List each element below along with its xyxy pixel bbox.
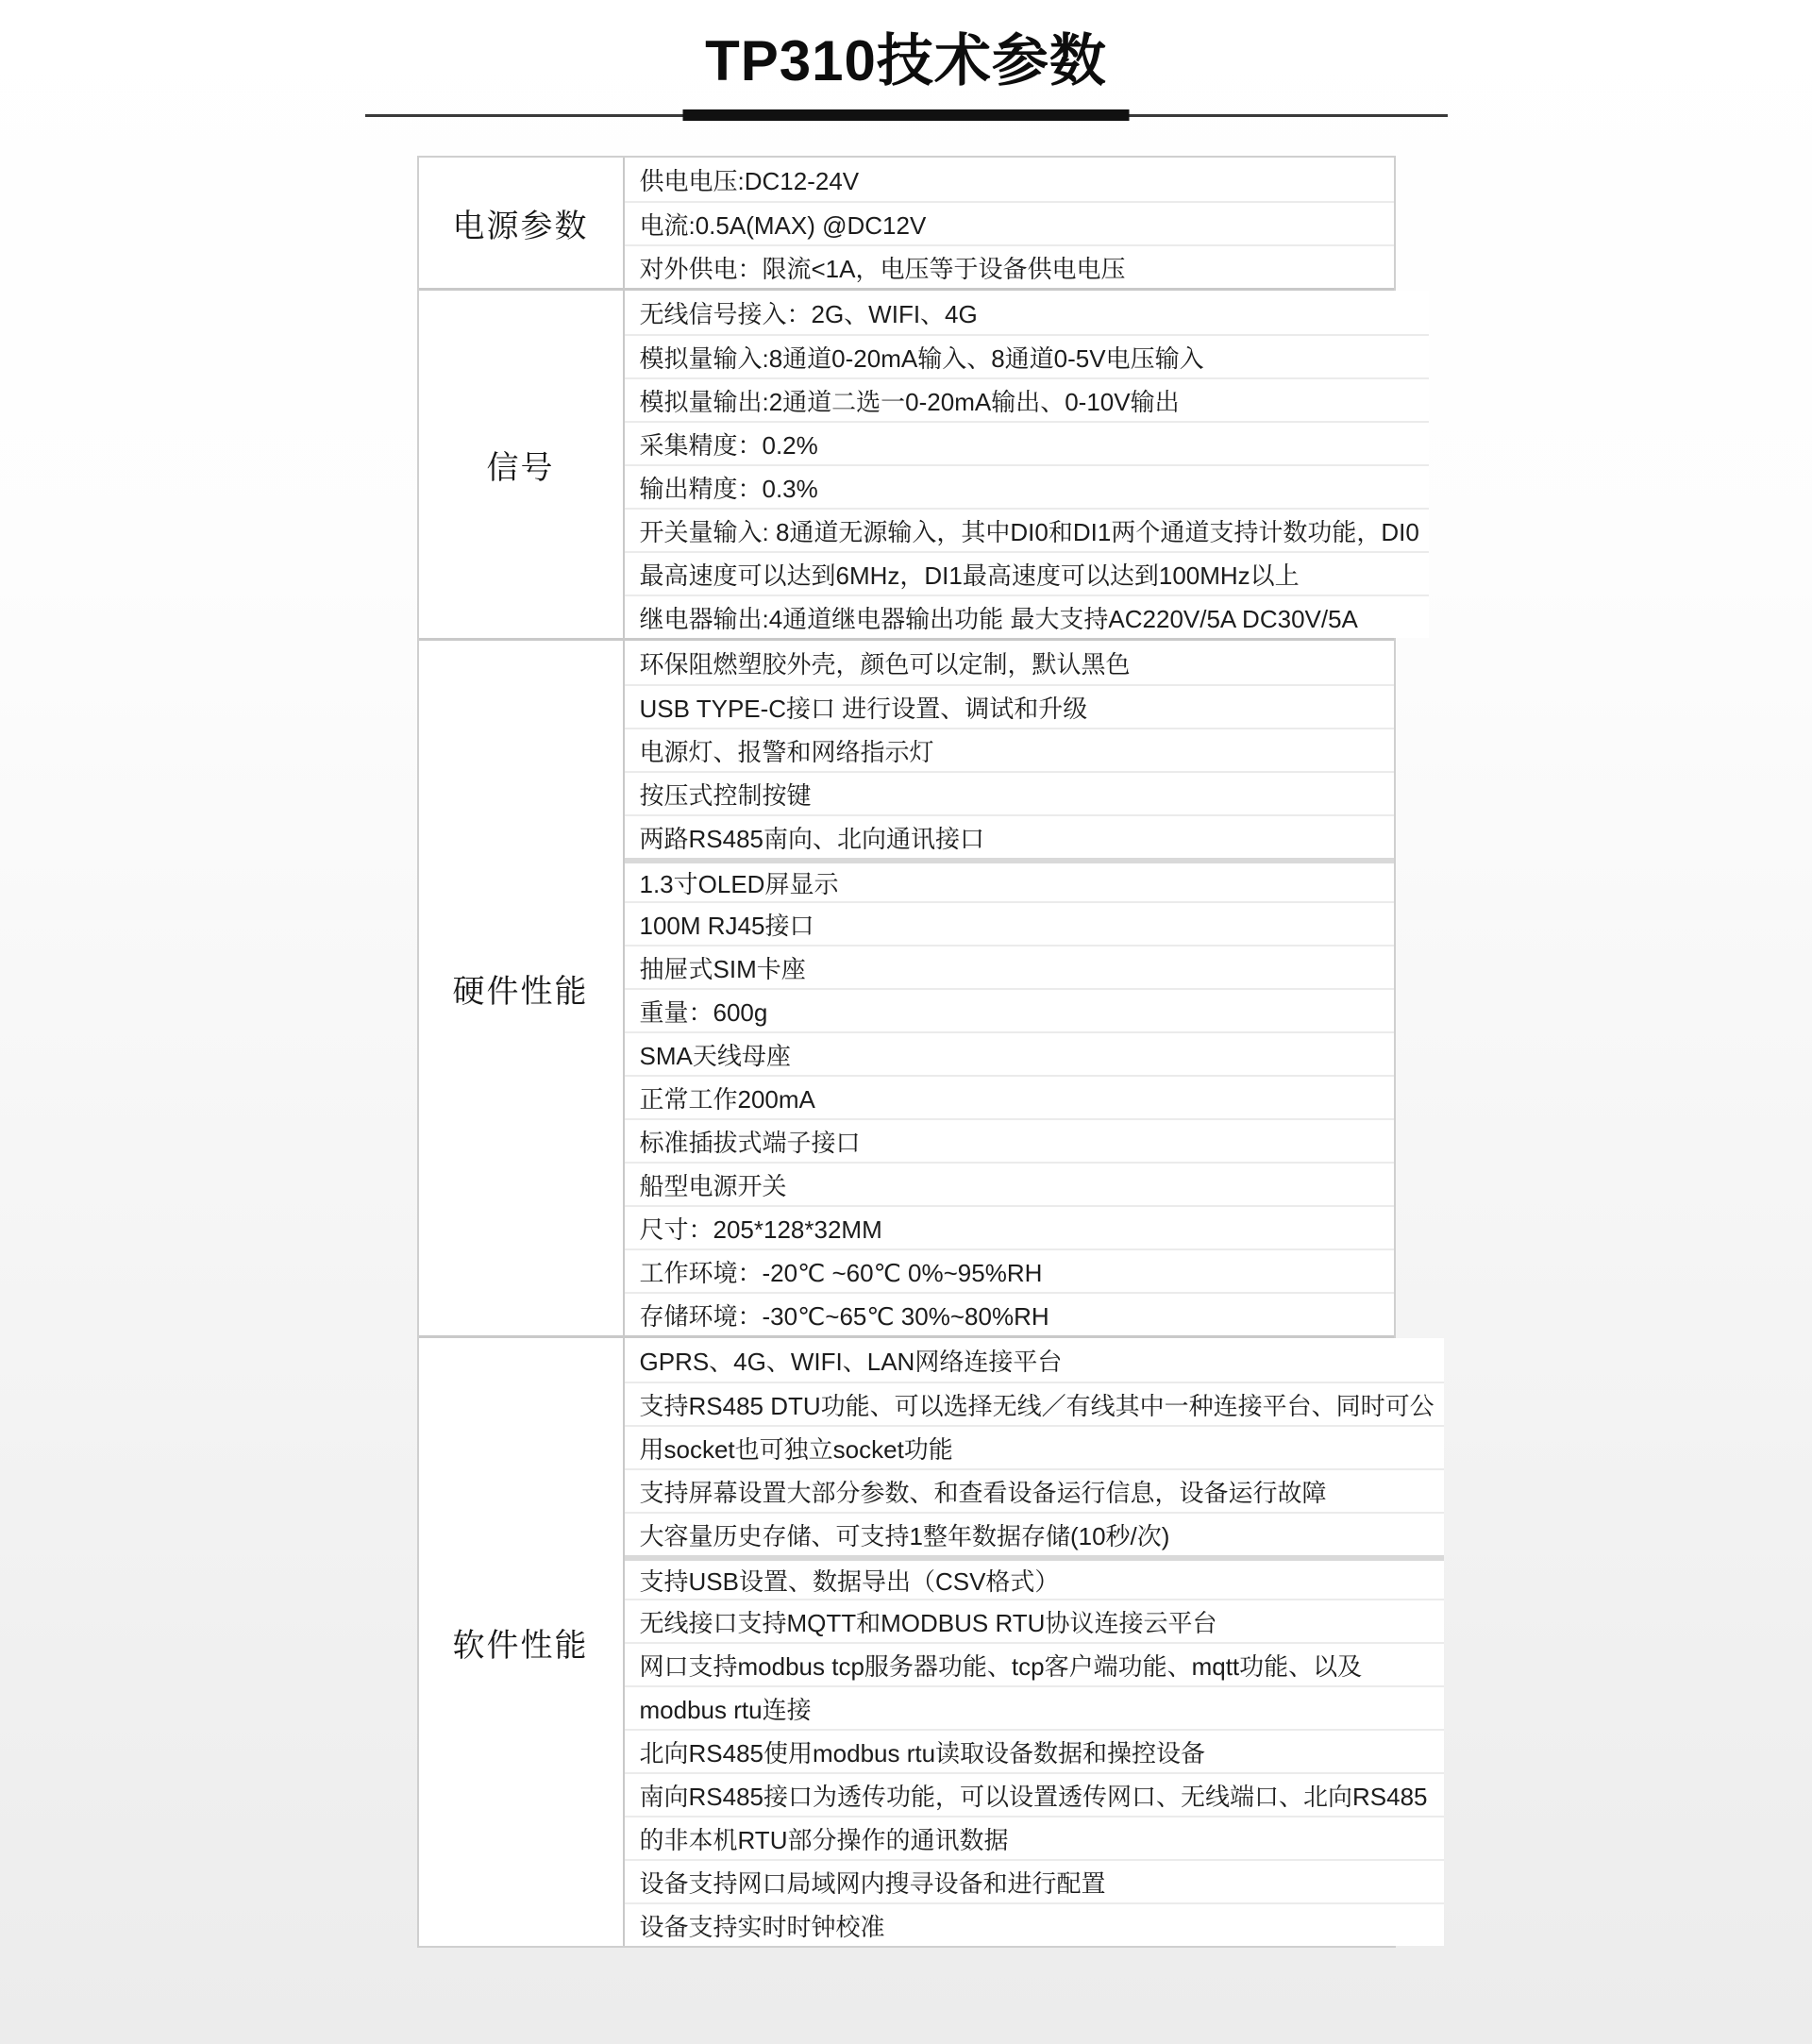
spec-row: 继电器输出:4通道继电器输出功能 最大支持AC220V/5A DC30V/5A	[625, 595, 1429, 638]
spec-row: 电源灯、报警和网络指示灯	[625, 728, 1394, 771]
spec-row: 对外供电：限流<1A，电压等于设备供电电压	[625, 244, 1394, 288]
spec-row: 模拟量输出:2通道二选一0-20mA输出、0-10V输出	[625, 377, 1429, 421]
spec-row: 的非本机RTU部分操作的通讯数据	[625, 1816, 1444, 1859]
spec-row: 用socket也可独立socket功能	[625, 1425, 1444, 1468]
section-label: 信号	[486, 449, 555, 486]
spec-row: 支持RS485 DTU功能、可以选择无线／有线其中一种连接平台、同时可公	[625, 1382, 1444, 1425]
spec-row: 重量：600g	[625, 988, 1394, 1031]
spec-table	[417, 156, 1434, 1948]
spec-row: 1.3寸OLED屏显示	[625, 858, 1394, 901]
spec-row: 最高速度可以达到6MHz，DI1最高速度可以达到100MHz以上	[625, 551, 1429, 595]
section-label: 硬件性能	[452, 973, 589, 1010]
spec-row: 北向RS485使用modbus rtu读取设备数据和操控设备	[625, 1729, 1444, 1772]
section-label-cell	[419, 291, 625, 638]
section-label: 电源参数	[452, 208, 589, 244]
spec-row: 100M RJ45接口	[625, 901, 1394, 945]
spec-row: 抽屉式SIM卡座	[625, 945, 1394, 988]
section-label-cell	[419, 641, 625, 1335]
spec-row: 无线接口支持MQTT和MODBUS RTU协议连接云平台	[625, 1599, 1444, 1642]
section-label-cell	[419, 1338, 625, 1946]
spec-section	[419, 158, 1394, 288]
section-label: 软件性能	[452, 1627, 589, 1664]
spec-row: 输出精度：0.3%	[625, 464, 1429, 508]
spec-row: 船型电源开关	[625, 1162, 1394, 1205]
spec-row: GPRS、4G、WIFI、LAN网络连接平台	[639, 1347, 1063, 1376]
header	[365, 0, 1448, 122]
spec-row: 标准插拔式端子接口	[625, 1118, 1394, 1162]
spec-row: USB TYPE-C接口 进行设置、调试和升级	[625, 684, 1394, 728]
section-rows	[625, 158, 1394, 288]
spec-row: 采集精度：0.2%	[625, 421, 1429, 464]
spec-row: 南向RS485接口为透传功能，可以设置透传网口、无线端口、北向RS485	[625, 1772, 1444, 1816]
spec-section	[419, 638, 1394, 1335]
spec-row: 两路RS485南向、北向通讯接口	[625, 814, 1394, 858]
spec-row: 电流:0.5A(MAX) @DC12V	[625, 201, 1394, 244]
spec-row: 设备支持网口局域网内搜寻设备和进行配置	[625, 1859, 1444, 1902]
title-divider-bar	[683, 109, 1130, 121]
spec-section	[419, 288, 1419, 638]
spec-row: 供电电压:DC12-24V	[639, 166, 860, 195]
spec-row: 设备支持实时时钟校准	[625, 1902, 1444, 1946]
spec-row: 无线信号接入：2G、WIFI、4G	[639, 299, 978, 328]
title-divider	[365, 109, 1448, 122]
section-rows	[625, 291, 1429, 638]
spec-row: 模拟量输入:8通道0-20mA输入、8通道0-5V电压输入	[625, 334, 1429, 377]
spec-row: 支持USB设置、数据导出（CSV格式）	[625, 1555, 1444, 1599]
spec-row: 按压式控制按键	[625, 771, 1394, 814]
spec-row: 正常工作200mA	[625, 1075, 1394, 1118]
spec-row: 尺寸：205*128*32MM	[625, 1205, 1394, 1248]
spec-row: 环保阻燃塑胶外壳，颜色可以定制，默认黑色	[639, 649, 1131, 679]
spec-row: SMA天线母座	[625, 1031, 1394, 1075]
spec-row: 开关量输入: 8通道无源输入，其中DI0和DI1两个通道支持计数功能，DI0	[625, 508, 1429, 551]
spec-row: modbus rtu连接	[625, 1685, 1444, 1729]
section-rows	[625, 1338, 1444, 1946]
spec-row: 大容量历史存储、可支持1整年数据存储(10秒/次)	[625, 1512, 1444, 1555]
spec-row: 工作环境：-20℃ ~60℃ 0%~95%RH	[625, 1248, 1394, 1292]
spec-row: 支持屏幕设置大部分参数、和查看设备运行信息，设备运行故障	[625, 1468, 1444, 1512]
spec-row: 存储环境：-30℃~65℃ 30%~80%RH	[625, 1292, 1394, 1335]
page-title: TP310技术参数	[705, 29, 1107, 92]
section-label-cell	[419, 158, 625, 288]
spec-section	[419, 1335, 1434, 1946]
section-rows	[625, 641, 1394, 1335]
spec-row: 网口支持modbus tcp服务器功能、tcp客户端功能、mqtt功能、以及	[625, 1642, 1444, 1685]
